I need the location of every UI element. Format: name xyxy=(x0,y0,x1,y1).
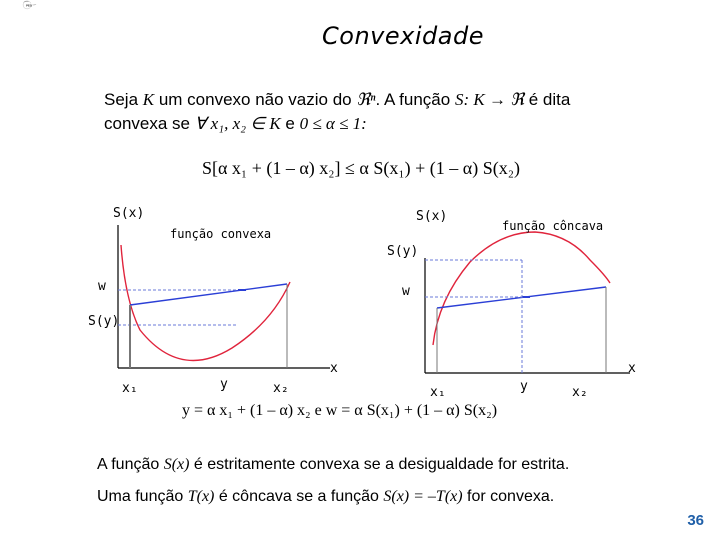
left-x1-label: x₁ xyxy=(122,381,138,396)
left-y-label: y xyxy=(220,377,228,392)
right-x1-label: x₁ xyxy=(430,385,446,400)
logo-subtext2: UFRJ xyxy=(32,5,35,7)
concave-graph xyxy=(387,209,636,400)
page-title: Convexidade xyxy=(322,22,484,50)
right-x2-label: x₂ xyxy=(572,385,588,400)
convex-chord xyxy=(130,284,287,305)
left-x-axis-label: x xyxy=(330,361,338,376)
convex-curve-label: função convexa xyxy=(170,227,272,241)
convex-graph xyxy=(88,206,338,396)
logo-subtext: COPPE xyxy=(32,4,37,6)
logo-text: PEQ xyxy=(26,4,32,8)
definition-line-1: Seja K um convexo não vazio do ℜⁿ. A função S: K → ℜ é dita xyxy=(104,90,571,109)
concavity-note: Uma função T(x) é côncava se a função S(x) = –T(x) for convexa. xyxy=(97,488,555,505)
left-x2-label: x₂ xyxy=(273,381,289,396)
right-sy-label: S(y) xyxy=(387,244,419,259)
right-y-label: y xyxy=(520,379,528,394)
right-x-axis-label: x xyxy=(628,361,636,376)
strict-convexity-note: A função S(x) é estritamente convexa se a desigualdade for estrita. xyxy=(97,456,570,473)
page-number: 36 xyxy=(687,512,704,529)
left-sy-label: S(y) xyxy=(88,314,120,329)
left-w-label: w xyxy=(98,279,106,294)
concave-curve-label: função côncava xyxy=(502,219,604,233)
left-y-axis-label: S(x) xyxy=(113,206,145,221)
right-sx-label: S(x) xyxy=(416,209,448,224)
definitions-caption: y = α x₁ + (1 – α) x₂ e w = α S(x₁) + (1 – α) S(x₂) xyxy=(182,402,498,419)
right-w-label: w xyxy=(402,284,410,299)
concave-curve xyxy=(433,232,610,345)
definition-line-2: convexa se ∀ x₁, x₂ ∈ K e 0 ≤ α ≤ 1: xyxy=(104,114,367,133)
convexity-inequality: S[α x₁ + (1 – α) x₂] ≤ α S(x₁) + (1 – α) S(x₂) xyxy=(202,158,520,178)
